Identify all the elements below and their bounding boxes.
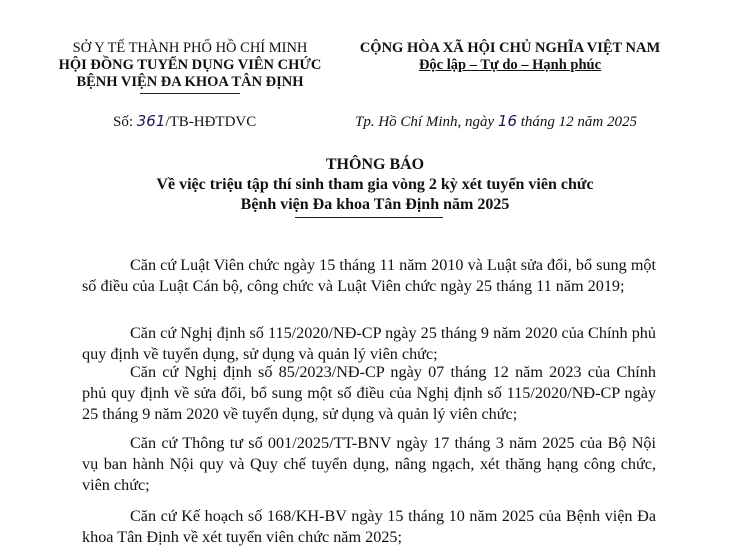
motto: Độc lập – Tự do – Hạnh phúc (418, 57, 602, 73)
left-header-rule (140, 93, 240, 94)
agency-name: SỞ Y TẾ THÀNH PHỐ HỒ CHÍ MINH (72, 40, 308, 56)
title-main: THÔNG BÁO (325, 156, 425, 173)
paragraph-4: Căn cứ Thông tư số 001/2025/TT-BNV ngày 17 tháng 3 năm 2025 của Bộ Nội vụ ban hành Nội quy và Quy chế tuyển dụng, nâng ngạch, xét thăng hạng công chức, viên chức; (82, 434, 656, 494)
right-header (345, 40, 675, 74)
paragraph-2: Căn cứ Nghị định số 115/2020/NĐ-CP ngày 25 tháng 9 năm 2020 của Chính phủ quy định về tuyển dụng, sử dụng và quản lý viên chức; (82, 324, 656, 363)
paragraph-1: Căn cứ Luật Viên chức ngày 15 tháng 11 năm 2010 và Luật sửa đổi, bổ sung một số điều của Luật Cán bộ, công chức và Luật Viên chức ngày 25 tháng 11 năm 2019; (82, 256, 656, 295)
document-title (60, 155, 690, 215)
title-rule (295, 217, 443, 218)
title-subject-line-2: Bệnh viện Đa khoa Tân Định năm 2025 (240, 196, 510, 213)
date-line: Tp. Hồ Chí Minh, ngày 16 tháng 12 năm 2025 (355, 112, 638, 130)
paragraph-3: Căn cứ Nghị định số 85/2023/NĐ-CP ngày 07 tháng 12 năm 2023 của Chính phủ quy định về sửa đổi, bổ sung một số điều của Nghị định số 115/2020/NĐ-CP ngày 25 tháng 9 năm 2020 về tuyển dụng, sử dụng và quản lý viên chức; (82, 363, 656, 423)
council-name: HỘI ĐỒNG TUYỂN DỤNG VIÊN CHỨC (58, 57, 322, 73)
country-name: CỘNG HÒA XÃ HỘI CHỦ NGHĨA VIỆT NAM (359, 40, 661, 56)
paragraph-5: Căn cứ Kế hoạch số 168/KH-BV ngày 15 tháng 10 năm 2025 của Bệnh viện Đa khoa Tân Định về xét tuyển viên chức năm 2025; (82, 507, 656, 546)
handwritten-number: 361 (136, 112, 166, 130)
title-subject-line-1: Về việc triệu tập thí sinh tham gia vòng 2 kỳ xét tuyển viên chức (156, 176, 594, 193)
hospital-name: BỆNH VIỆN ĐA KHOA TÂN ĐỊNH (76, 74, 304, 90)
left-header (40, 40, 340, 91)
handwritten-day: 16 (497, 112, 518, 130)
document-number: Số: 361/TB-HĐTDVC (113, 112, 257, 130)
